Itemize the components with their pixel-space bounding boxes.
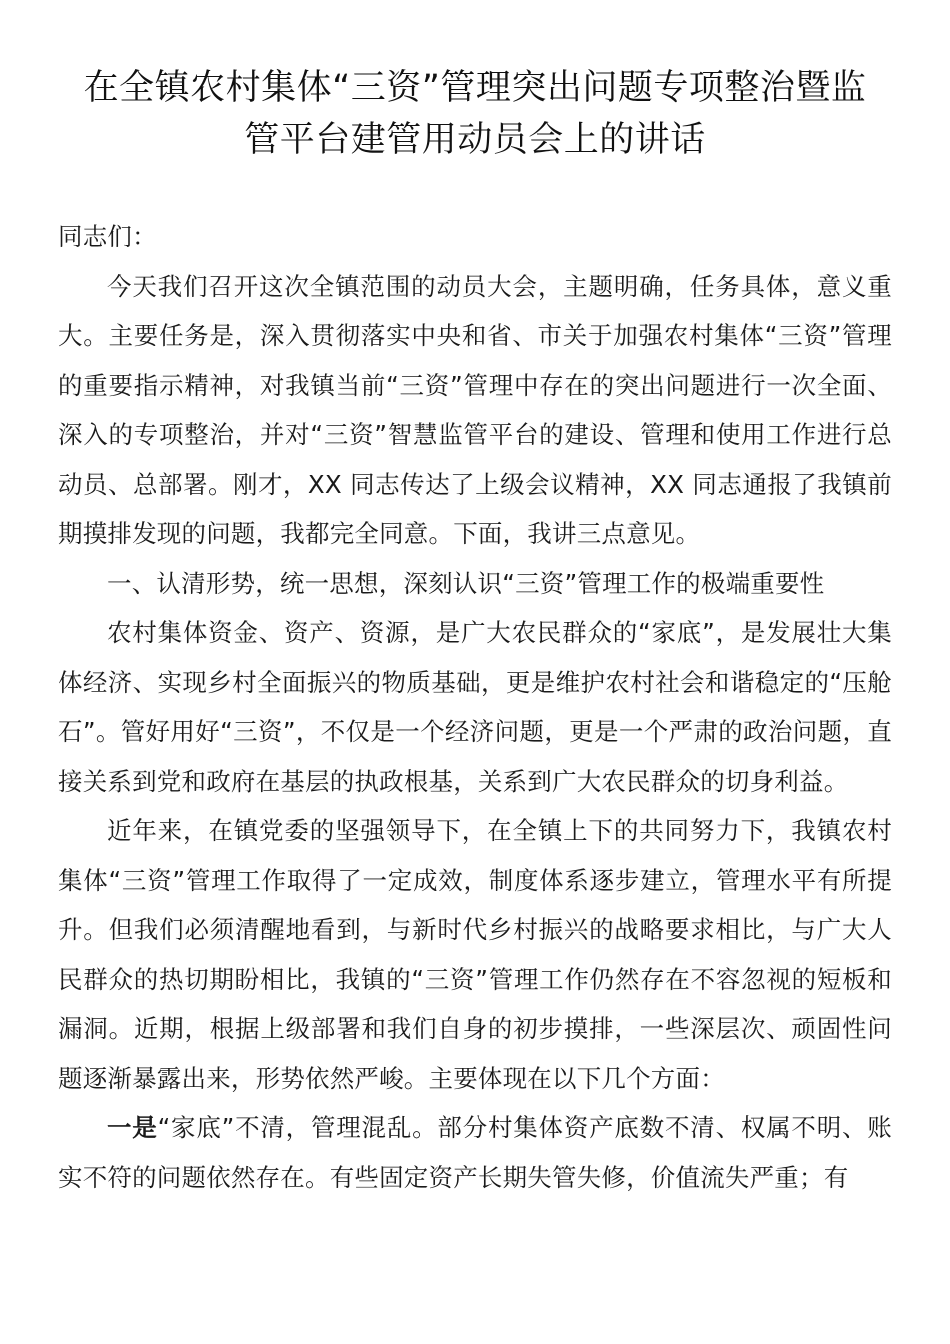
title-line-2: 管平台建管用动员会上的讲话 — [244, 120, 706, 160]
paragraph-importance: 农村集体资金、资产、资源，是广大农民群众的“家底”，是发展壮大集体经济、实现乡村全面振兴的物质基础，更是维护农村社会和谐稳定的“压舱石”。管好用好“三资”，不仅是一个经济问题，更是一个严肃的政治问题，直接关系到党和政府在基层的执政根基，关系到广大农民群众的切身利益。 — [58, 618, 892, 796]
title-line-1: 在全镇农村集体“三资”管理突出问题专项整治暨监 — [83, 68, 867, 108]
point-1-lead: 一是 — [107, 1113, 158, 1142]
paragraph-intro: 今天我们召开这次全镇范围的动员大会，主题明确，任务具体，意义重大。主要任务是，深入贯彻落实中央和省、市关于加强农村集体“三资”管理的重要指示精神，对我镇当前“三资”管理中存在的突出问题进行一次全面、深入的专项整治，并对“三资”智慧监管平台的建设、管理和使用工作进行总动员、总部署。刚才，XX 同志传达了上级会议精神，XX 同志通报了我镇前期摸排发现的问题，我都完全同意。下面，我讲三点意见。 — [58, 271, 892, 548]
salutation: 同志们： — [58, 222, 157, 251]
section-heading-1: 一、认清形势，统一思想，深刻认识“三资”管理工作的极端重要性 — [107, 568, 825, 598]
document-body — [58, 212, 892, 1202]
document-title — [58, 62, 892, 166]
paragraph-point-1 — [58, 1103, 892, 1202]
point-1-text: “家底”不清，管理混乱。部分村集体资产底数不清、权属不明、账实不符的问题依然存在。有些固定资产长期失管失修，价值流失严重；有 — [58, 1113, 892, 1192]
paragraph-situation: 近年来，在镇党委的坚强领导下，在全镇上下的共同努力下，我镇农村集体“三资”管理工作取得了一定成效，制度体系逐步建立，管理水平有所提升。但我们必须清醒地看到，与新时代乡村振兴的战略要求相比，与广大人民群众的热切期盼相比，我镇的“三资”管理工作仍然存在不容忽视的短板和漏洞。近期，根据上级部署和我们自身的初步摸排，一些深层次、顽固性问题逐渐暴露出来，形势依然严峻。主要体现在以下几个方面： — [58, 816, 892, 1093]
